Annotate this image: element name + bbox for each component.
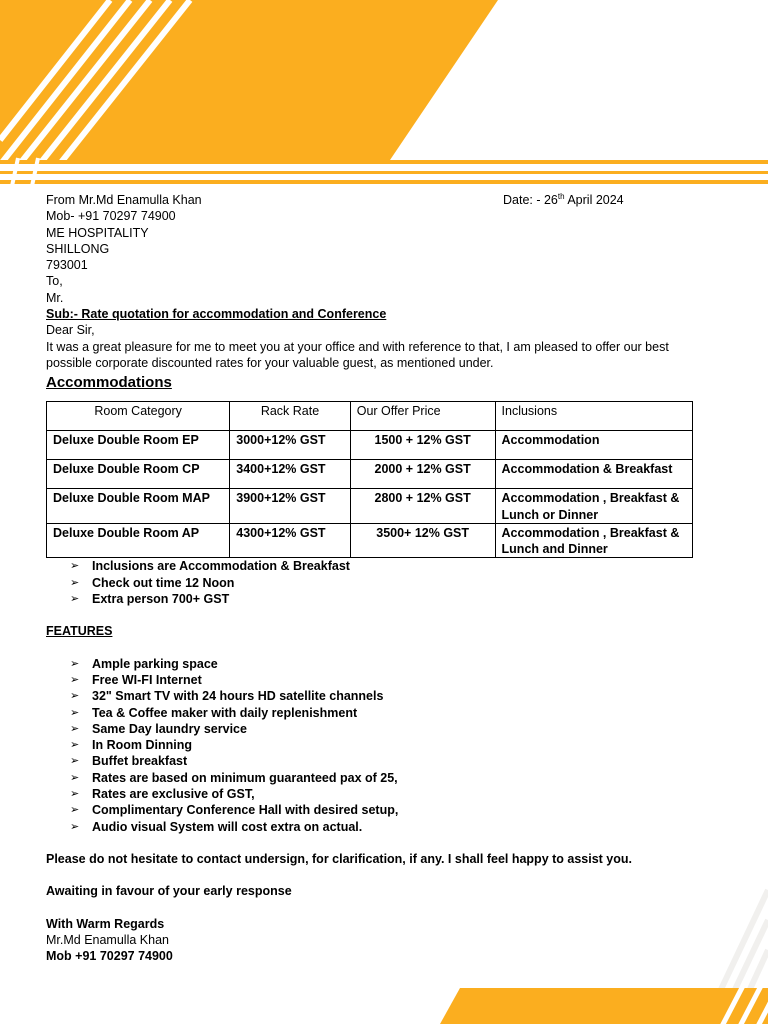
accommodations-heading: Accommodations	[46, 374, 172, 392]
room-category-cell: Deluxe Double Room EP	[47, 431, 230, 460]
arrow-bullet-icon: ➢	[70, 771, 80, 784]
rack-rate-cell: 4300+12% GST	[230, 523, 350, 558]
arrow-bullet-icon: ➢	[70, 755, 80, 768]
list-item: ➢ Tea & Coffee maker with daily replenishment	[70, 705, 358, 720]
signature-mobile: Mob +91 70297 74900	[46, 949, 173, 964]
list-item: ➢ Ample parking space	[70, 656, 218, 671]
sender-company: ME HOSPITALITY	[46, 225, 149, 240]
notes-list	[46, 558, 706, 607]
list-item: ➢ Extra person 700+ GST	[70, 592, 230, 607]
sender-mobile: Mob- +91 70297 74900	[46, 209, 176, 224]
table-row	[47, 460, 693, 489]
arrow-bullet-icon: ➢	[70, 722, 80, 735]
letter-body	[46, 192, 706, 964]
header-offer-price: Our Offer Price	[350, 402, 495, 431]
list-item: ➢ Free WI-FI Internet	[70, 672, 202, 687]
subject-line: Sub:- Rate quotation for accommodation and Conference	[46, 307, 387, 322]
offer-price-cell: 1500 + 12% GST	[350, 431, 495, 460]
table-row	[47, 523, 693, 558]
features-heading: FEATURES	[46, 624, 113, 639]
list-item: ➢ Complimentary Conference Hall with desired setup,	[70, 803, 399, 818]
list-item: ➢ Rates are exclusive of GST,	[70, 787, 255, 802]
room-category-cell: Deluxe Double Room CP	[47, 460, 230, 489]
inclusions-cell: Accommodation , Breakfast & Lunch and Dinner	[495, 523, 692, 558]
header-inclusions: Inclusions	[495, 402, 692, 431]
arrow-bullet-icon: ➢	[70, 576, 80, 589]
rates-table	[46, 401, 693, 558]
arrow-bullet-icon: ➢	[70, 690, 80, 703]
header-orange-shape	[0, 0, 498, 160]
signature-name: Mr.Md Enamulla Khan	[46, 932, 169, 947]
offer-price-cell: 2000 + 12% GST	[350, 460, 495, 489]
table-row	[47, 489, 693, 524]
right-light-stripes	[716, 890, 768, 1000]
arrow-bullet-icon: ➢	[70, 804, 80, 817]
letter-date: Date: - 26th April 2024	[503, 191, 624, 207]
inclusions-cell: Accommodation	[495, 431, 692, 460]
rack-rate-cell: 3000+12% GST	[230, 431, 350, 460]
regards-line: With Warm Regards	[46, 916, 165, 931]
list-item: ➢ In Room Dinning	[70, 738, 192, 753]
header-orange-bars	[0, 160, 768, 184]
contact-paragraph: Please do not hesitate to contact undersign, for clarification, if any. I shall feel happy to assist you.	[46, 851, 633, 866]
offer-price-cell: 3500+ 12% GST	[350, 523, 495, 558]
rack-rate-cell: 3400+12% GST	[230, 460, 350, 489]
list-item: ➢ Same Day laundry service	[70, 721, 247, 736]
list-item: ➢ Buffet breakfast	[70, 754, 188, 769]
inclusions-cell: Accommodation , Breakfast & Lunch or Dinner	[495, 489, 692, 524]
arrow-bullet-icon: ➢	[70, 820, 80, 833]
features-list	[46, 656, 706, 835]
intro-paragraph: It was a great pleasure for me to meet you at your office and with reference to that, I am pleased to offer our best possible corporate discounted rates for your valuable guest, as mentioned under.	[46, 339, 669, 370]
awaiting-line: Awaiting in favour of your early response	[46, 884, 292, 899]
arrow-bullet-icon: ➢	[70, 593, 80, 606]
sender-pin: 793001	[46, 258, 88, 273]
to-label: To,	[46, 274, 63, 289]
arrow-bullet-icon: ➢	[70, 657, 80, 670]
table-header-row	[47, 402, 693, 431]
arrow-bullet-icon: ➢	[70, 739, 80, 752]
arrow-bullet-icon: ➢	[70, 788, 80, 801]
room-category-cell: Deluxe Double Room MAP	[47, 489, 230, 524]
list-item: ➢ Inclusions are Accommodation & Breakfast	[70, 559, 350, 574]
list-item: ➢ Check out time 12 Noon	[70, 575, 235, 590]
greeting: Dear Sir,	[46, 323, 95, 338]
list-item: ➢ Audio visual System will cost extra on actual.	[70, 819, 363, 834]
recipient-name: Mr.	[46, 290, 64, 305]
header-rack-rate: Rack Rate	[230, 402, 350, 431]
arrow-bullet-icon: ➢	[70, 560, 80, 573]
list-item: ➢ Rates are based on minimum guaranteed pax of 25,	[70, 770, 398, 785]
list-item: ➢ 32" Smart TV with 24 hours HD satellite channels	[70, 689, 384, 704]
rack-rate-cell: 3900+12% GST	[230, 489, 350, 524]
sender-from: From Mr.Md Enamulla Khan	[46, 193, 202, 207]
arrow-bullet-icon: ➢	[70, 706, 80, 719]
table-row	[47, 431, 693, 460]
arrow-bullet-icon: ➢	[70, 673, 80, 686]
footer-orange-shape	[440, 988, 768, 1024]
sender-city: SHILLONG	[46, 241, 110, 256]
header-room-category: Room Category	[47, 402, 230, 431]
room-category-cell: Deluxe Double Room AP	[47, 523, 230, 558]
inclusions-cell: Accommodation & Breakfast	[495, 460, 692, 489]
offer-price-cell: 2800 + 12% GST	[350, 489, 495, 524]
